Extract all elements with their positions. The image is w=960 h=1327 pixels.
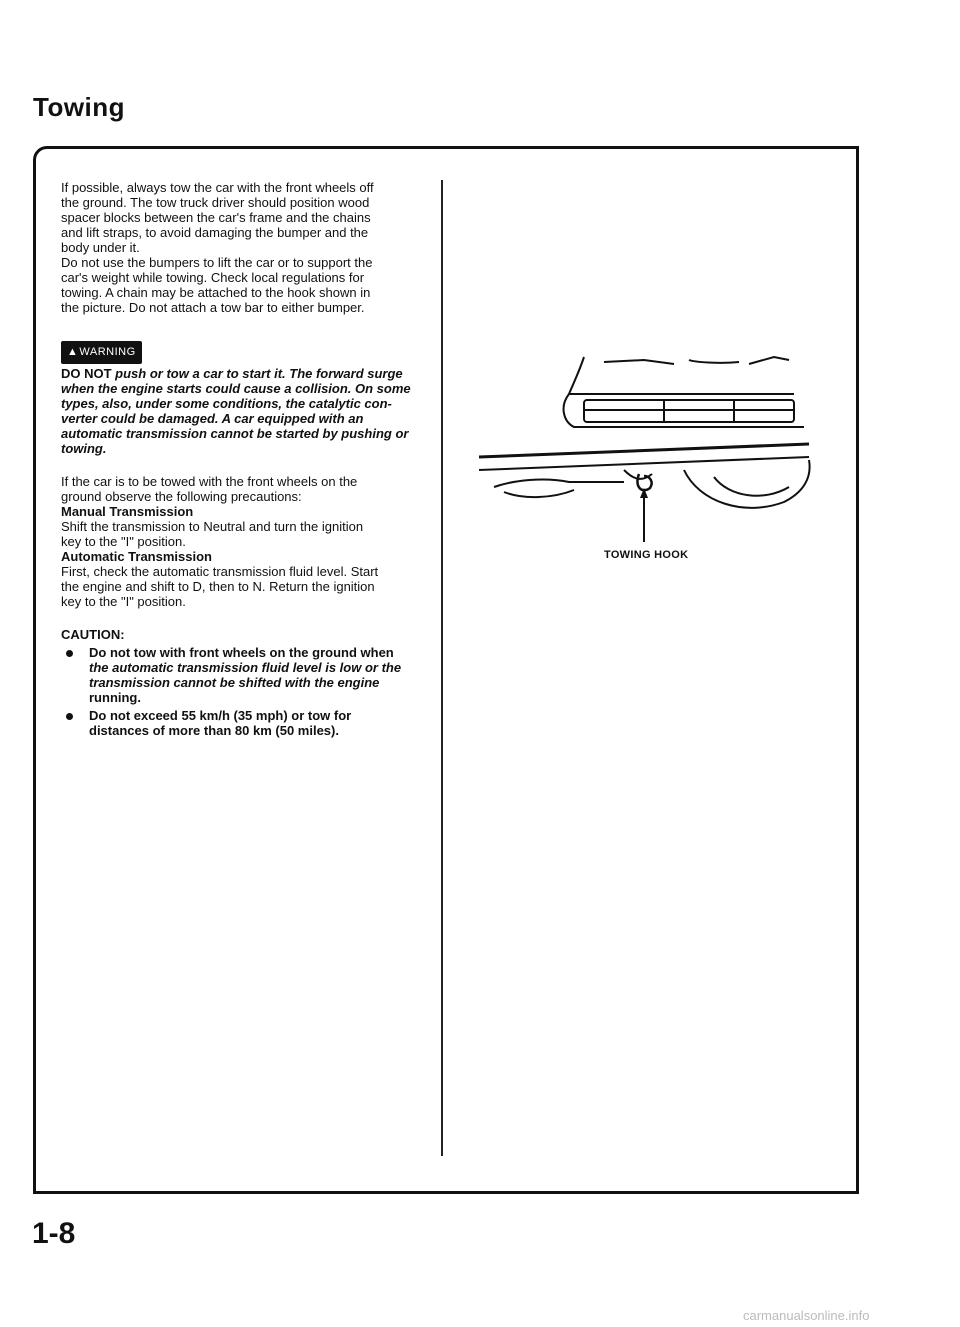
manual-transmission-heading: Manual Transmission — [61, 504, 194, 519]
intro-line: body under it. — [61, 240, 140, 255]
intro-line: If possible, always tow the car with the front wheels off — [61, 180, 374, 195]
intro-line: and lift straps, to avoid damaging the bumper and the — [61, 225, 369, 240]
wheel-arc — [714, 477, 789, 496]
caution-line: the automatic transmission fluid level is low or the — [89, 660, 402, 675]
caution-line: transmission cannot be shifted with the engine — [89, 675, 380, 690]
bumper-outline — [569, 357, 794, 394]
automatic-line: key to the "I" position. — [61, 594, 186, 609]
caution-item — [61, 645, 429, 705]
warning-block — [61, 341, 429, 456]
warning-first-rest: push or tow a car to start it. The forward surge — [111, 366, 403, 381]
frame-rail — [479, 444, 809, 457]
warning-badge — [61, 341, 142, 364]
watermark: carmanualsonline.info — [743, 1308, 870, 1323]
warning-paragraph — [61, 366, 429, 456]
caution-list — [61, 645, 429, 738]
manual-line: Shift the transmission to Neutral and turn the ignition — [61, 519, 364, 534]
caution-item — [61, 708, 429, 738]
warning-line: types, also, under some conditions, the catalytic con- — [61, 396, 392, 411]
caution-line: distances of more than 80 km (50 miles). — [89, 723, 339, 738]
intro-line: the ground. The tow truck driver should position wood — [61, 195, 370, 210]
column-divider — [441, 180, 443, 1156]
lower-arm — [494, 480, 624, 487]
intro-line: towing. A chain may be attached to the hook shown in — [61, 285, 371, 300]
bumper-slat — [604, 360, 674, 364]
bumper-slat — [749, 357, 789, 364]
caution-heading: CAUTION: — [61, 627, 125, 642]
precautions-line: If the car is to be towed with the front wheels on the — [61, 474, 358, 489]
intro-line: Do not use the bumpers to lift the car or to support the — [61, 255, 373, 270]
intro-line: the picture. Do not attach a tow bar to either bumper. — [61, 300, 365, 315]
bumper-slat — [689, 360, 739, 363]
warning-triangle-icon: ▲ — [67, 346, 79, 358]
intro-line: car's weight while towing. Check local regulations for — [61, 270, 365, 285]
precautions-line: ground observe the following precautions: — [61, 489, 302, 504]
caution-line: Do not exceed 55 km/h (35 mph) or tow for — [89, 708, 352, 723]
manual-line: key to the "I" position. — [61, 534, 186, 549]
warning-line — [61, 366, 429, 381]
automatic-line: First, check the automatic transmission fluid level. Start — [61, 564, 379, 579]
caution-line: running. — [89, 690, 141, 705]
towing-hook-illustration — [474, 352, 819, 552]
warning-lead: DO NOT — [61, 366, 112, 381]
frame-rail — [479, 457, 809, 470]
lower-arm — [504, 490, 574, 497]
wheel-well — [684, 460, 810, 508]
left-column — [61, 180, 429, 741]
towing-hook — [637, 474, 651, 490]
warning-line: when the engine starts could cause a collision. On some — [61, 381, 411, 396]
warning-line: verter could be damaged. A car equipped with an — [61, 411, 364, 426]
warning-line: automatic transmission cannot be started by pushing or — [61, 426, 409, 441]
page-number: 1-8 — [32, 1217, 76, 1250]
caution-line: Do not tow with front wheels on the ground when — [89, 645, 394, 660]
warning-line: towing. — [61, 441, 107, 456]
intro-paragraph — [61, 180, 429, 315]
figure-caption: TOWING HOOK — [604, 549, 689, 561]
automatic-line: the engine and shift to D, then to N. Return the ignition — [61, 579, 375, 594]
warning-badge-label: WARNING — [79, 346, 136, 358]
automatic-transmission-heading: Automatic Transmission — [61, 549, 212, 564]
page-title: Towing — [33, 92, 126, 122]
intro-line: spacer blocks between the car's frame and the chains — [61, 210, 371, 225]
precautions-paragraph — [61, 474, 429, 609]
